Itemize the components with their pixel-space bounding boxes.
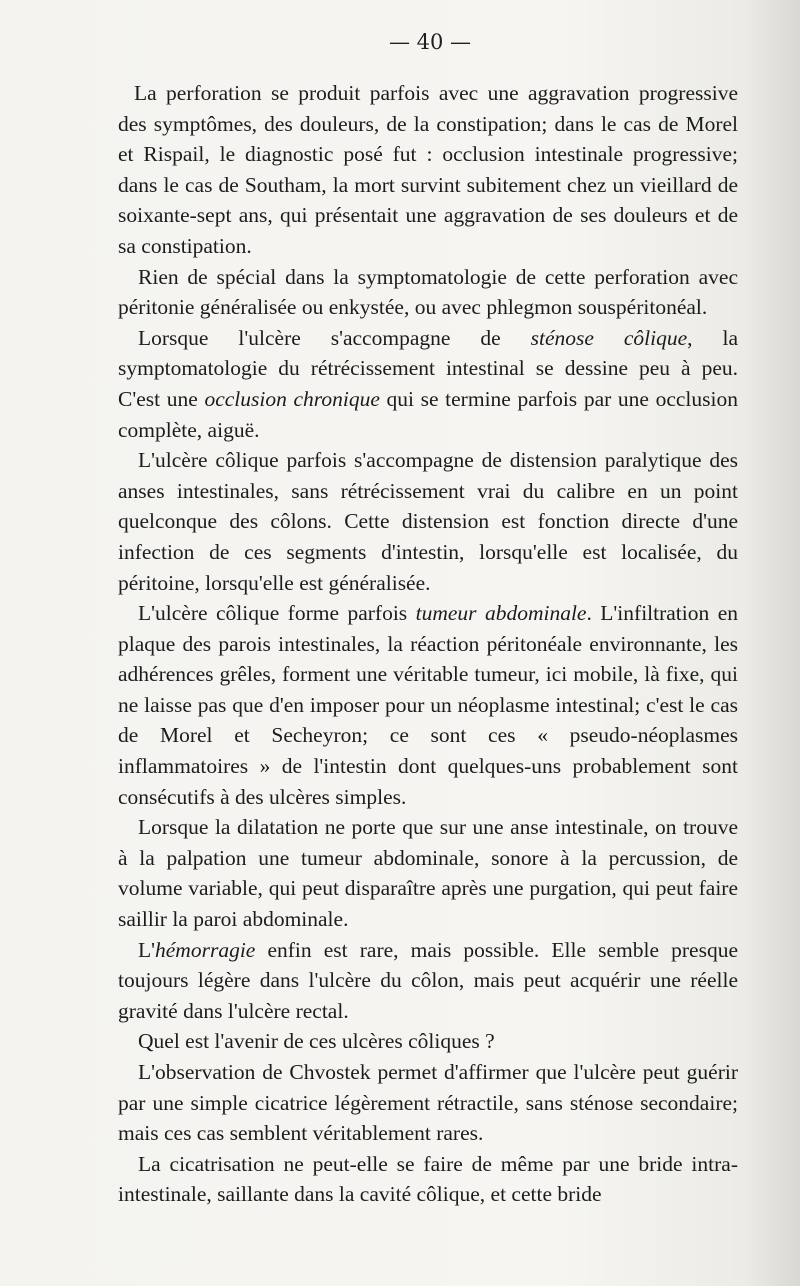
- paragraph-2: [118, 262, 738, 323]
- paragraph-9: [118, 1057, 738, 1149]
- text-segment: L'observation de Chvostek permet d'affirmer que l'ulcère peut guérir par une simple cicatrice légèrement rétractile, sans sténose secondaire; mais ces cas semblent véritablement rares.: [118, 1060, 738, 1146]
- paragraph-6: [118, 812, 738, 934]
- italic-term: occlusion chronique: [204, 386, 380, 411]
- paragraph-7: [118, 935, 738, 1027]
- text-segment: La cicatrisation ne peut-elle se faire de même par une bride intra-intestinale, saillante dans la cavité côlique, et cette bride: [118, 1151, 738, 1207]
- text-segment: La perforation se produit parfois avec une aggravation progressive des symptômes, des douleurs, de la constipation; dans le cas de Morel et Rispail, le diagnostic posé fut : occlusion intestinale progressive; dans le cas de Southam, la mort survint subitement chez un vieillard de soixante-sept ans, qui présentait une aggravation de ses douleurs et de sa constipation.: [118, 81, 738, 258]
- text-segment: L'ulcère côlique parfois s'accompagne de distension paralytique des anses intestinales, sans rétrécissement vrai du calibre en un point quelconque des côlons. Cette distension est fonction directe d'une infection de ces segments d'intestin, lorsqu'elle est localisée, du péritoine, lorsqu'elle est généralisée.: [118, 448, 738, 595]
- italic-term: tumeur abdominale: [415, 601, 587, 626]
- text-segment: . L'infiltration en plaque des parois intestinales, la réaction péritonéale environnante, les adhérences grêles, forment une véritable tumeur, ici mobile, là fixe, qui ne laisse pas que d'en imposer pour un néoplasme intestinal; c'est le cas de Morel et Secheyron; ce sont ces « pseudo-néoplasmes inflammatoires » de l'intestin dont quelques-uns probablement sont consécutifs à des ulcères simples.: [118, 601, 738, 809]
- text-segment: Rien de spécial dans la symptomatologie de cette perforation avec péritonie généralisée ou enkystée, ou avec phlegmon souspéritonéal.: [118, 264, 738, 320]
- text-segment: Quel est l'avenir de ces ulcères côliques ?: [138, 1029, 495, 1054]
- italic-term: hémorragie: [155, 937, 256, 962]
- paragraph-1: [118, 78, 738, 262]
- text-segment: , la symptomatologie du rétrécissement intestinal se dessine peu à peu. C'est une: [118, 325, 738, 411]
- text-segment: L': [138, 937, 156, 962]
- text-segment: enfin est rare, mais possible. Elle semble presque toujours légère dans l'ulcère du côlon, mais peut acquérir une réelle gravité dans l'ulcère rectal.: [118, 937, 738, 1023]
- page-number: — 40 —: [388, 30, 472, 54]
- paragraph-3: [118, 323, 738, 445]
- italic-term: sténose côlique: [530, 325, 688, 350]
- body-text: [118, 78, 738, 1210]
- paragraph-10: [118, 1149, 738, 1210]
- paragraph-5: [118, 598, 738, 812]
- paragraph-8: [118, 1026, 738, 1057]
- text-segment: Lorsque l'ulcère s'accompagne de: [138, 325, 531, 350]
- text-segment: Lorsque la dilatation ne porte que sur une anse intestinale, on trouve à la palpation une tumeur abdominale, sonore à la percussion, de volume variable, qui peut disparaître après une purgation, qui peut faire saillir la paroi abdominale.: [118, 815, 738, 932]
- text-segment: L'ulcère côlique forme parfois: [138, 601, 416, 626]
- paragraph-4: [118, 445, 738, 598]
- text-segment: qui se termine parfois par une occlusion complète, aiguë.: [118, 386, 738, 442]
